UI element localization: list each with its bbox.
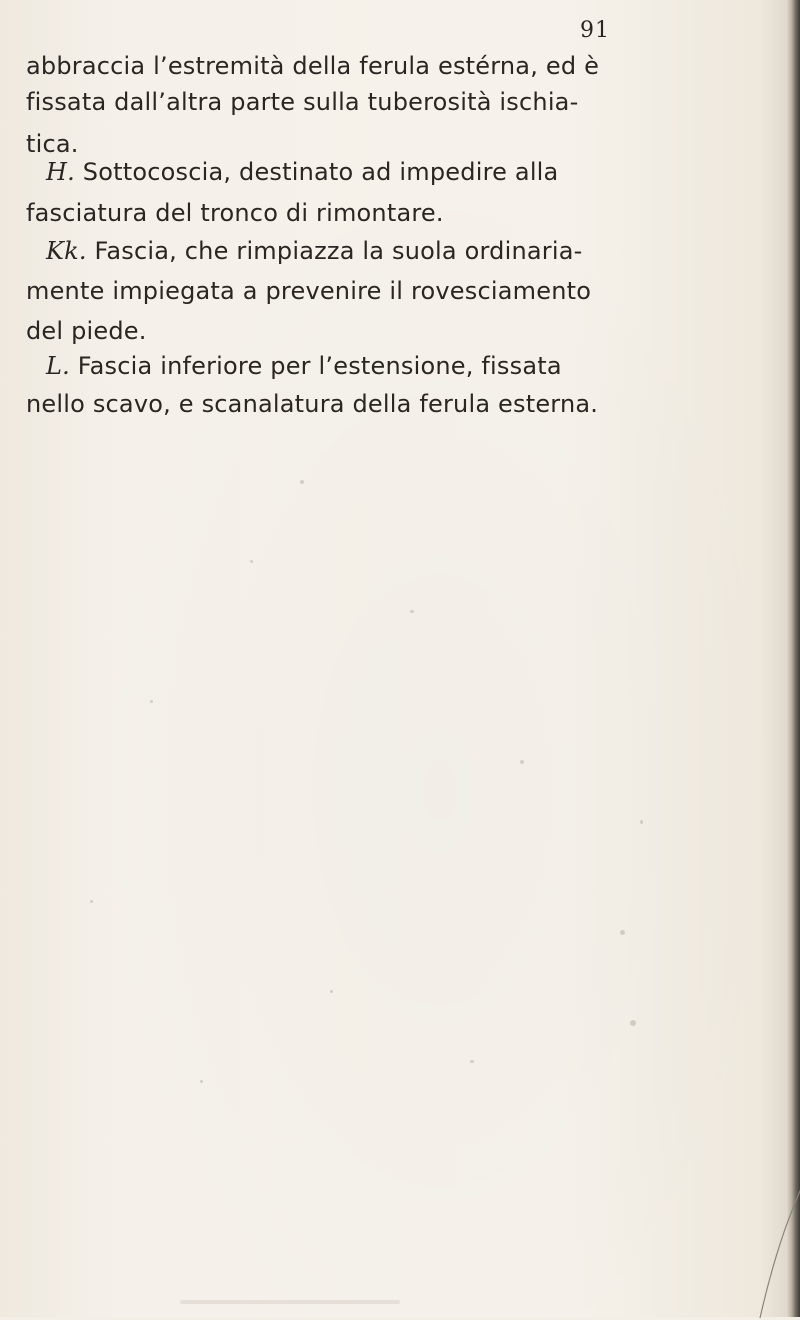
line-text: fissata dall’altra parte sulla tuberosità ischia- [26, 88, 579, 116]
text-line-1 [26, 52, 599, 80]
line-text: tica. [26, 130, 79, 158]
text-line-5 [26, 199, 444, 227]
page-number: 91 [580, 18, 610, 43]
line-text: mente impiegata a prevenire il rovesciamento [26, 277, 592, 305]
paper-speck [630, 1020, 636, 1026]
line-text: del piede. [26, 317, 147, 345]
paper-speck [410, 610, 414, 613]
paper-speck [330, 990, 333, 993]
paper-speck [90, 900, 93, 903]
paper-speck [200, 1080, 203, 1083]
text-line-8 [26, 317, 147, 345]
line-text: Fascia inferiore per l’estensione, fissata [69, 352, 562, 380]
page-edge-shadow [786, 0, 800, 1317]
text-line-4 [46, 158, 558, 186]
paper-speck [620, 930, 625, 935]
line-text: abbraccia l’estremità della ferula estérna, ed è [26, 52, 600, 80]
paper-speck [520, 760, 524, 764]
text-line-2 [26, 88, 578, 116]
line-label: L. [46, 352, 70, 380]
page-curl-line [740, 1150, 800, 1320]
paper-speck [470, 1060, 474, 1063]
paper-speck [640, 820, 643, 824]
line-text: Fascia, che rimpiazza la suola ordinaria- [86, 237, 583, 265]
text-line-9 [46, 352, 562, 380]
line-text: Sottocoscia, destinato ad impedire alla [74, 158, 559, 186]
text-line-3 [26, 130, 79, 158]
line-label: H. [46, 158, 75, 186]
paper-speck [150, 700, 153, 703]
text-line-7 [26, 277, 591, 305]
paper-speck [250, 560, 253, 563]
line-text: nello scavo, e scanalatura della ferula esterna. [26, 390, 599, 418]
text-line-6 [46, 237, 583, 265]
paper-speck [300, 480, 304, 484]
line-label: Kk. [46, 237, 87, 265]
bottom-smudge [180, 1300, 400, 1304]
line-text: fasciatura del tronco di rimontare. [26, 199, 444, 227]
text-line-10 [26, 390, 598, 418]
